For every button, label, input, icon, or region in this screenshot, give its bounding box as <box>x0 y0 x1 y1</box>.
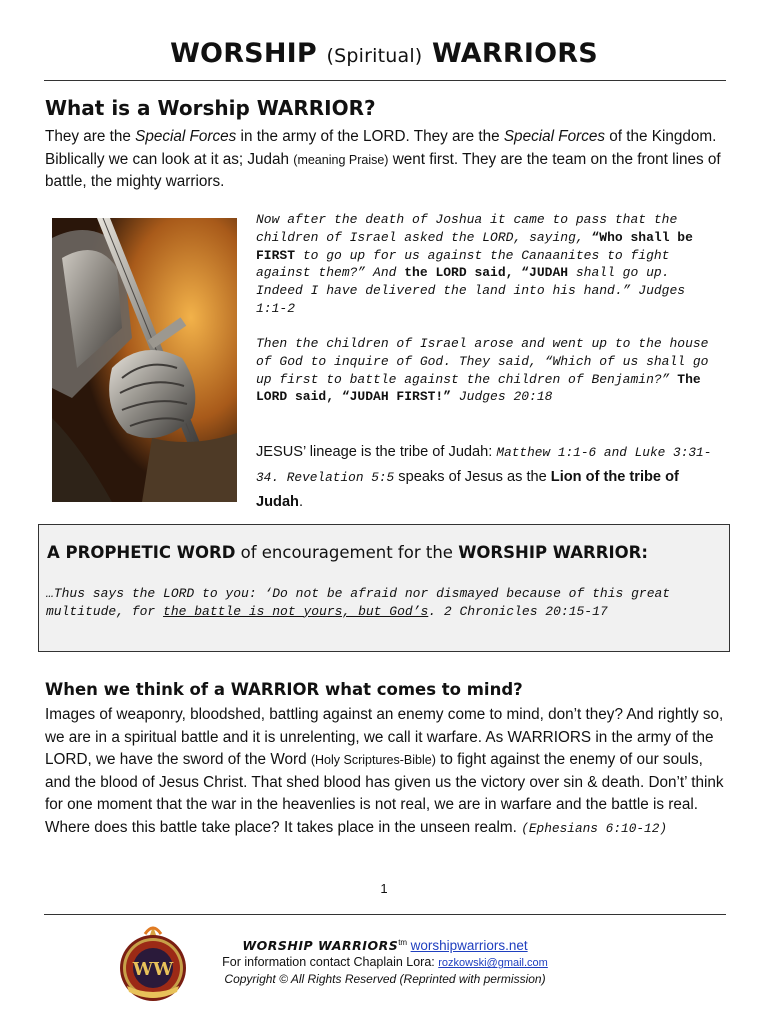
title-warriors: WARRIORS <box>432 38 598 69</box>
armored-knight-photo <box>52 218 237 502</box>
section1-heading: What is a Worship WARRIOR? <box>45 96 376 120</box>
footer-divider <box>44 914 726 915</box>
title-spiritual: (Spiritual) <box>326 45 423 67</box>
svg-text:WW: WW <box>132 959 174 980</box>
title-worship: WORSHIP <box>170 38 317 69</box>
prophetic-verse: …Thus says the LORD to you: ‘Do not be afraid nor dismayed because of this great multitude, for the battle is not yours, but God’s. 2 Chronicles 20:15-17 <box>46 586 671 619</box>
verse-judges-20: Then the children of Israel arose and went up to the house of God to inquire of God. They said, “Which of us shall go up first to battle against the children of Benjamin?” The LORD said, “JUDAH FIRST!” Judges 20:18 <box>256 336 709 405</box>
page-number: 1 <box>380 881 388 896</box>
trademark-mark: tm <box>398 938 408 947</box>
prophetic-heading: A PROPHETIC WORD of encouragement for the WORSHIP WARRIOR: <box>47 543 648 562</box>
email-link[interactable]: rozkowski@gmail.com <box>438 957 548 970</box>
section1-paragraph: They are the Special Forces in the army of the LORD. They are the Special Forces of the Kingdom. Biblically we can look at it as; Judah (meaning Praise) went first. They are the team on the front lines of battle, the mighty warriors. <box>45 128 721 190</box>
section2-heading: When we think of a WARRIOR what comes to mind? <box>45 680 523 699</box>
copyright-text: Copyright © All Rights Reserved (Reprinted with permission) <box>224 972 546 987</box>
footer-brand: WORSHIP WARRIORS <box>242 938 399 954</box>
footer-brand-line <box>190 935 580 954</box>
lineage-paragraph: JESUS’ lineage is the tribe of Judah: Matthew 1:1-6 and Luke 3:31-34. Revelation 5:5 speaks of Jesus as the Lion of the tribe of Judah. <box>256 444 712 510</box>
website-link[interactable]: worshipwarriors.net <box>410 938 528 954</box>
section2-paragraph: Images of weaponry, bloodshed, battling against an enemy come to mind, don’t they? And rightly so, we are in a spiritual battle and it is unrelenting, we call it warfare. As WARRIORS in the army of the LORD, we have the sword of the Word (Holy Scriptures-Bible) to fight against the enemy of our souls, and the blood of Jesus Christ. That shed blood has given us the victory over sin & death. Don’t’ think for one moment that the war in the heavenlies is not real, we are in warfare and the battle is real. Where does this battle take place? It takes place in the unseen realm. (Ephesians 6:10-12) <box>45 706 724 836</box>
footer-contact-line <box>190 954 580 971</box>
verse-judges-1: Now after the death of Joshua it came to pass that the children of Israel asked the LORD, saying, “Who shall be FIRST to go up for us against the Canaanites to fight against them?” And the LORD said, “JUDAH shall go up. Indeed I have delivered the land into his hand.” Judges 1:1-2 <box>256 212 693 316</box>
worship-warriors-logo-icon <box>117 924 189 1004</box>
page-title <box>0 38 768 69</box>
footer <box>190 935 580 987</box>
contact-label: For information contact Chaplain Lora: <box>222 955 439 970</box>
prophetic-word-box <box>38 524 730 652</box>
top-divider <box>44 80 726 81</box>
